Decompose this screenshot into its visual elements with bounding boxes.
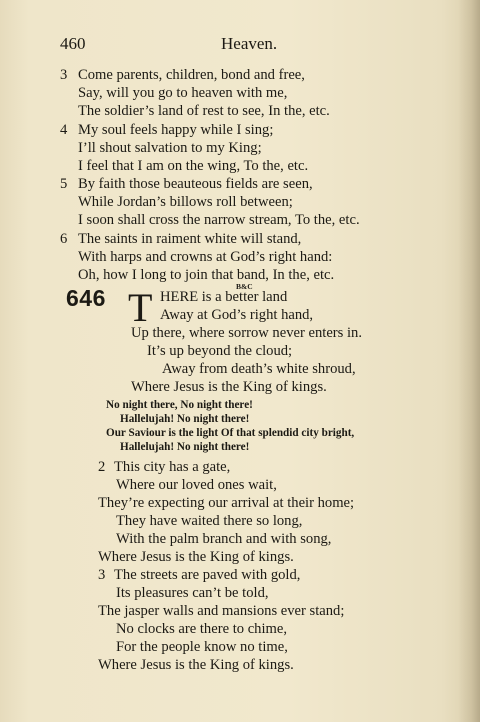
stanza-number: 4 [60, 122, 68, 138]
verse-line: Come parents, children, bond and free, [78, 67, 305, 83]
verse-line: The soldier’s land of rest to see, In the, etc. [78, 103, 330, 119]
verse-line: With the palm branch and with song, [116, 531, 332, 547]
running-head: Heaven. [221, 34, 278, 53]
verse-line: Say, will you go to heaven with me, [78, 85, 288, 101]
verse-line: HERE is a better land [160, 289, 288, 305]
verse-line: Away at God’s right hand, [160, 307, 314, 323]
verse-line: By faith those beauteous fields are seen, [78, 176, 313, 192]
verse-line: Where Jesus is the King of kings. [98, 549, 294, 565]
verse-line: The jasper walls and mansions ever stand; [98, 603, 345, 619]
chorus-line: Hallelujah! No night there! [120, 441, 250, 453]
stanza-number: 3 [60, 67, 68, 83]
verse-line: The saints in raiment white will stand, [78, 231, 302, 247]
verse-line: I soon shall cross the narrow stream, To the, etc. [78, 212, 360, 228]
hymn-number: 646 [66, 285, 106, 311]
chorus-line: Our Saviour is the light Of that splendid city bright, [106, 427, 355, 439]
verse-line: I feel that I am on the wing, To the, etc. [78, 158, 309, 174]
chorus-line: Hallelujah! No night there! [120, 413, 250, 425]
verse-line: Oh, how I long to join that band, In the, etc. [78, 267, 335, 283]
verse-line: Up there, where sorrow never enters in. [131, 325, 362, 341]
chorus-line: No night there, No night there! [106, 399, 253, 411]
verse-line: It’s up beyond the cloud; [147, 343, 293, 359]
verse-line: The streets are paved with gold, [114, 567, 301, 583]
drop-cap: T [128, 285, 153, 330]
verse-line: Where Jesus is the King of kings. [98, 657, 294, 673]
page-number: 460 [60, 34, 86, 53]
verse-line: I’ll shout salvation to my King; [78, 140, 262, 156]
verse-line: While Jordan’s billows roll between; [78, 194, 293, 210]
verse-line: Away from death’s white shroud, [162, 361, 356, 377]
stanza-number: 5 [60, 176, 68, 192]
verse-line: No clocks are there to chime, [116, 621, 287, 637]
verse-line: For the people know no time, [116, 639, 288, 655]
verse-line: With harps and crowns at God’s right hand: [78, 249, 333, 265]
stanza-number: 2 [98, 459, 106, 475]
stanza-number: 3 [98, 567, 106, 583]
verse-line: Where Jesus is the King of kings. [131, 379, 327, 395]
verse-line: My soul feels happy while I sing; [78, 122, 274, 138]
verse-line: This city has a gate, [114, 459, 231, 475]
tune-mark: B&C [236, 282, 253, 291]
stanza-number: 6 [60, 231, 68, 247]
verse-line: They’re expecting our arrival at their home; [98, 495, 355, 511]
page-gutter-shadow [458, 0, 480, 722]
verse-line: Where our loved ones wait, [116, 477, 277, 493]
verse-line: Its pleasures can’t be told, [116, 585, 269, 601]
verse-line: They have waited there so long, [116, 513, 303, 529]
